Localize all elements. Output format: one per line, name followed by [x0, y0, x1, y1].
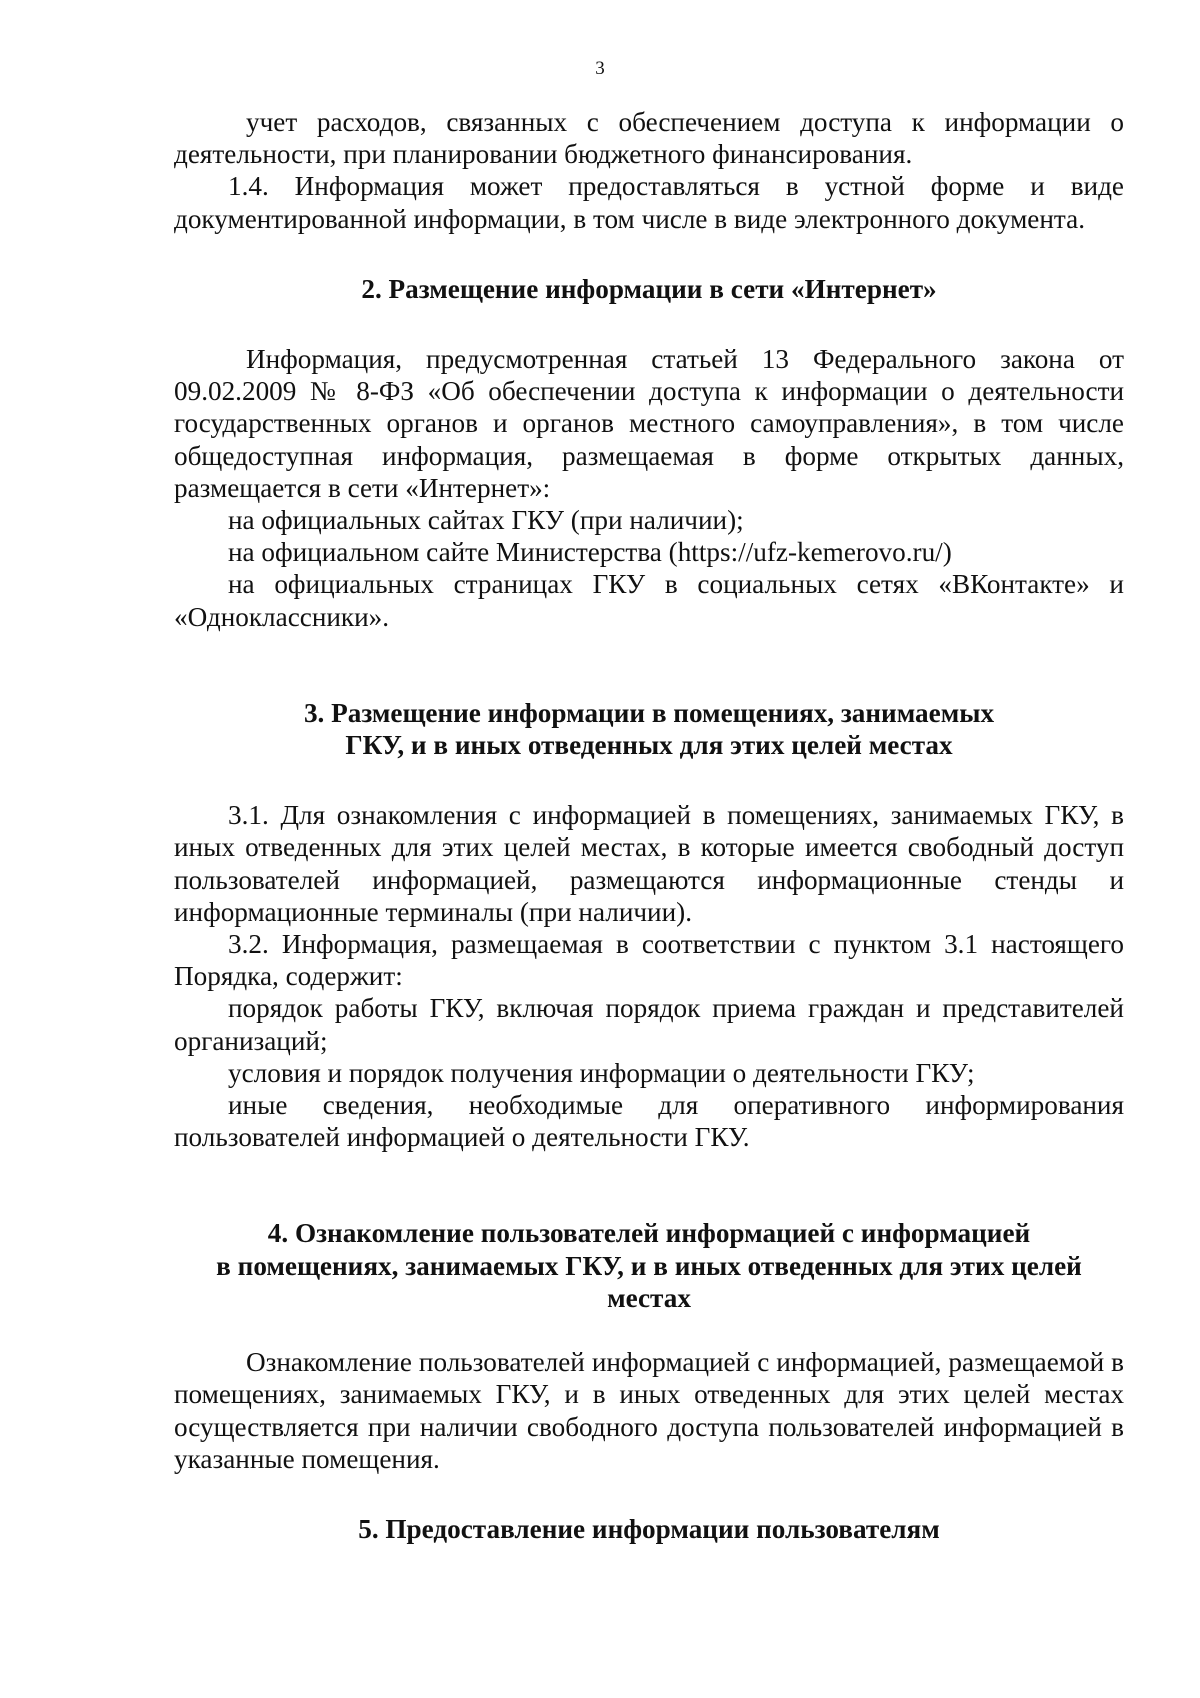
paragraph-intro-2: 1.4. Информация может предоставляться в устной форме и виде документированной информации, в том числе в виде электронного документа. [174, 171, 1124, 234]
page-number: 3 [595, 58, 605, 79]
section-3-list-item: иные сведения, необходимые для оперативного информирования пользователей информацией о деятельности ГКУ. [174, 1090, 1124, 1153]
section-3-title [174, 697, 1124, 761]
section-3-title-line: ГКУ, и в иных отведенных для этих целей местах [345, 730, 953, 761]
section-3-paragraph: 3.1. Для ознакомления с информацией в помещениях, занимаемых ГКУ, в иных отведенных для этих целей местах, в которые имеется свободный доступ пользователей информацией, размещаются информационные стенды и информационные терминалы (при наличии). [174, 800, 1124, 927]
section-3-paragraph: 3.2. Информация, размещаемая в соответствии с пунктом 3.1 настоящего Порядка, содержит: [174, 929, 1124, 992]
section-4-paragraph: Ознакомление пользователей информацией с информацией, размещаемой в помещениях, занимаемых ГКУ, и в иных отведенных для этих целей местах осуществляется при наличии свободного доступа пользователей информацией в указанные помещения. [174, 1347, 1124, 1474]
section-4-title-line: 4. Ознакомление пользователей информацией с информацией [267, 1218, 1031, 1249]
section-4-title-line: местах [607, 1282, 691, 1313]
section-3-list-item: условия и порядок получения информации о деятельности ГКУ; [228, 1057, 975, 1088]
section-2-title: 2. Размещение информации в сети «Интернет» [361, 273, 937, 304]
section-3-list-item: порядок работы ГКУ, включая порядок приема граждан и представителей организаций; [174, 993, 1124, 1056]
section-3-title-line: 3. Размещение информации в помещениях, занимаемых [303, 697, 995, 728]
section-2-list-item: на официальных страницах ГКУ в социальных сетях «ВКонтакте» и «Одноклассники». [174, 569, 1124, 632]
section-2-paragraph-1: Информация, предусмотренная статьей 13 Федерального закона от 09.02.2009 № 8-ФЗ «Об обеспечении доступа к информации о деятельности государственных органов и органов местного самоуправления», в том числе общедоступная информация, размещаемая в форме открытых данных, размещается в сети «Интернет»: [174, 344, 1124, 503]
paragraph-intro-1: учет расходов, связанных с обеспечением доступа к информации о деятельности, при планировании бюджетного финансирования. [174, 107, 1124, 170]
section-5-title: 5. Предоставление информации пользователям [358, 1513, 940, 1544]
section-4-title [174, 1217, 1124, 1314]
section-2-list-item: на официальных сайтах ГКУ (при наличии); [228, 505, 744, 536]
document-body [174, 106, 1124, 1545]
section-4-title-line: в помещениях, занимаемых ГКУ, и в иных отведенных для этих целей [216, 1250, 1082, 1281]
section-2-list-item: на официальном сайте Министерства (https://ufz-kemerovo.ru/) [228, 537, 952, 568]
